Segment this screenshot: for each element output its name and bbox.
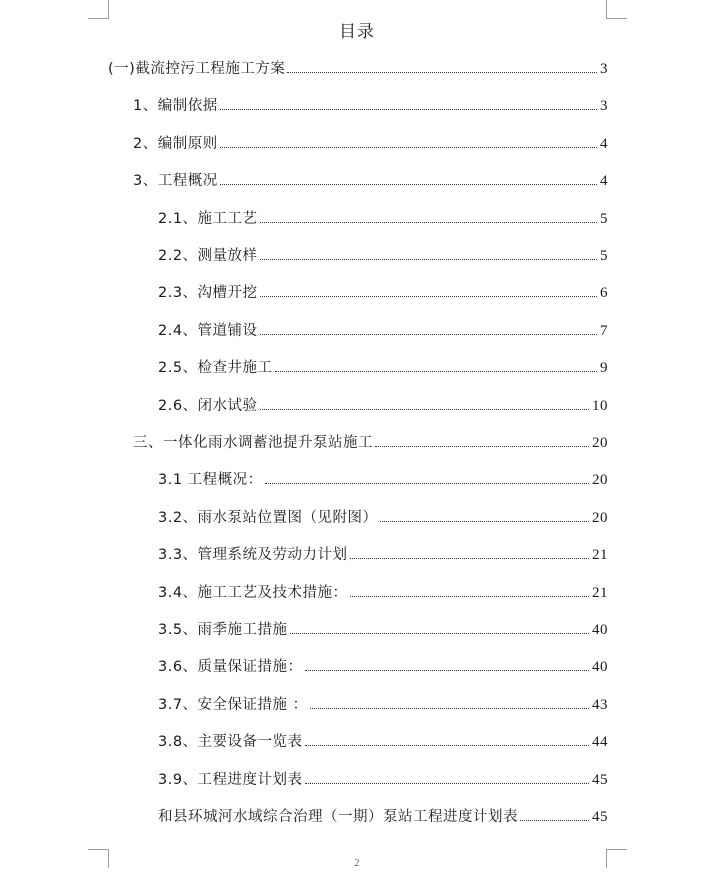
toc-entry-page: 40 [592, 622, 608, 638]
toc-entry[interactable] [133, 430, 608, 452]
toc-title: 目录 [339, 22, 375, 42]
toc-entry-page: 44 [592, 734, 608, 750]
toc-entry-page: 40 [592, 659, 608, 675]
toc-entry-label: 2.2、测量放样 [158, 248, 258, 264]
toc-leader-dots [287, 72, 597, 73]
toc-entry-label: 3、工程概况 [133, 173, 218, 189]
toc-leader-dots [220, 109, 597, 110]
toc-entry-label: 3.6、质量保证措施： [158, 659, 303, 675]
toc-leader-dots [260, 334, 597, 335]
toc-entry-label: 3.2、雨水泵站位置图（见附图） [158, 510, 378, 526]
toc-entry-page: 5 [600, 248, 608, 264]
toc-entry-label: 2.3、沟槽开挖 [158, 285, 258, 301]
toc-leader-dots [260, 296, 597, 297]
toc-leader-dots [310, 708, 589, 709]
toc-entry-page: 6 [600, 285, 608, 301]
footer-page-number: 2 [354, 858, 360, 869]
toc-entry-label: 和县环城河水域综合治理（一期）泵站工程进度计划表 [158, 809, 518, 825]
toc-entry-label: 2、编制原则 [133, 136, 218, 152]
toc-entry[interactable] [133, 131, 608, 153]
toc-entry[interactable] [133, 93, 608, 115]
toc-entry-page: 3 [600, 98, 608, 114]
toc-entry-label: 2.4、管道铺设 [158, 323, 258, 339]
toc-leader-dots [275, 371, 597, 372]
toc-leader-dots [260, 259, 597, 260]
toc-leader-dots [305, 670, 589, 671]
toc-leader-dots [305, 783, 589, 784]
toc-entry-label: 3.4、施工工艺及技术措施： [158, 585, 348, 601]
toc-entry-page: 7 [600, 323, 608, 339]
toc-leader-dots [260, 222, 597, 223]
toc-entry-label: 3.9、工程进度计划表 [158, 772, 303, 788]
toc-leader-dots [305, 745, 589, 746]
toc-entry[interactable] [158, 692, 608, 714]
toc-entry-page: 3 [600, 61, 608, 77]
toc-leader-dots [220, 147, 597, 148]
toc-entry-page: 20 [592, 472, 608, 488]
toc-leader-dots [350, 558, 589, 559]
toc-entry[interactable] [158, 467, 608, 489]
toc-entry-label: 3.7、安全保证措施 ： [158, 697, 308, 713]
toc-entry-page: 4 [600, 136, 608, 152]
toc-entry-page: 5 [600, 211, 608, 227]
toc-entry[interactable] [158, 393, 608, 415]
toc-entry-page: 10 [592, 398, 608, 414]
toc-entry-label: 2.6、闭水试验 [158, 398, 258, 414]
toc-entry-page: 4 [600, 173, 608, 189]
toc-entry-page: 9 [600, 360, 608, 376]
toc-leader-dots [265, 483, 589, 484]
toc-leader-dots [220, 184, 597, 185]
toc-leader-dots [375, 446, 589, 447]
toc-entry-label: 2.1、施工工艺 [158, 211, 258, 227]
toc-entry[interactable] [158, 767, 608, 789]
toc-leader-dots [380, 521, 589, 522]
toc-entry[interactable] [158, 580, 608, 602]
toc-entry[interactable] [158, 729, 608, 751]
toc-entry-label: (一)截流控污工程施工方案 [108, 61, 286, 77]
toc-entry-page: 21 [592, 585, 608, 601]
toc-entry[interactable] [158, 505, 608, 527]
toc-entry[interactable] [158, 355, 608, 377]
toc-entry[interactable] [158, 804, 608, 826]
toc-entry[interactable] [158, 654, 608, 676]
toc-entry[interactable] [158, 206, 608, 228]
toc-entry-label: 1、编制依据 [133, 98, 218, 114]
toc-leader-dots [520, 820, 589, 821]
toc-leader-dots [290, 633, 589, 634]
toc-entry-page: 43 [592, 697, 608, 713]
toc-entry-page: 45 [592, 809, 608, 825]
toc-entry-label: 3.3、管理系统及劳动力计划 [158, 547, 348, 563]
toc-entry[interactable] [158, 280, 608, 302]
toc-entry[interactable] [158, 318, 608, 340]
toc-entry[interactable] [158, 542, 608, 564]
toc-entry[interactable] [158, 617, 608, 639]
toc-entry[interactable] [133, 168, 608, 190]
toc-entry-label: 3.8、主要设备一览表 [158, 734, 303, 750]
toc-entry-label: 3.1 工程概况： [158, 472, 263, 488]
toc-entry-page: 20 [592, 435, 608, 451]
toc-entry-page: 45 [592, 772, 608, 788]
toc-entry-label: 2.5、检查井施工 [158, 360, 273, 376]
toc-leader-dots [350, 596, 589, 597]
toc-entry-label: 3.5、雨季施工措施 [158, 622, 288, 638]
toc-entry-page: 21 [592, 547, 608, 563]
toc-entry-label: 三、一体化雨水调蓄池提升泵站施工 [133, 435, 373, 451]
toc-entry[interactable] [108, 56, 608, 78]
toc-entry[interactable] [158, 243, 608, 265]
toc-leader-dots [260, 409, 589, 410]
toc-entry-page: 20 [592, 510, 608, 526]
